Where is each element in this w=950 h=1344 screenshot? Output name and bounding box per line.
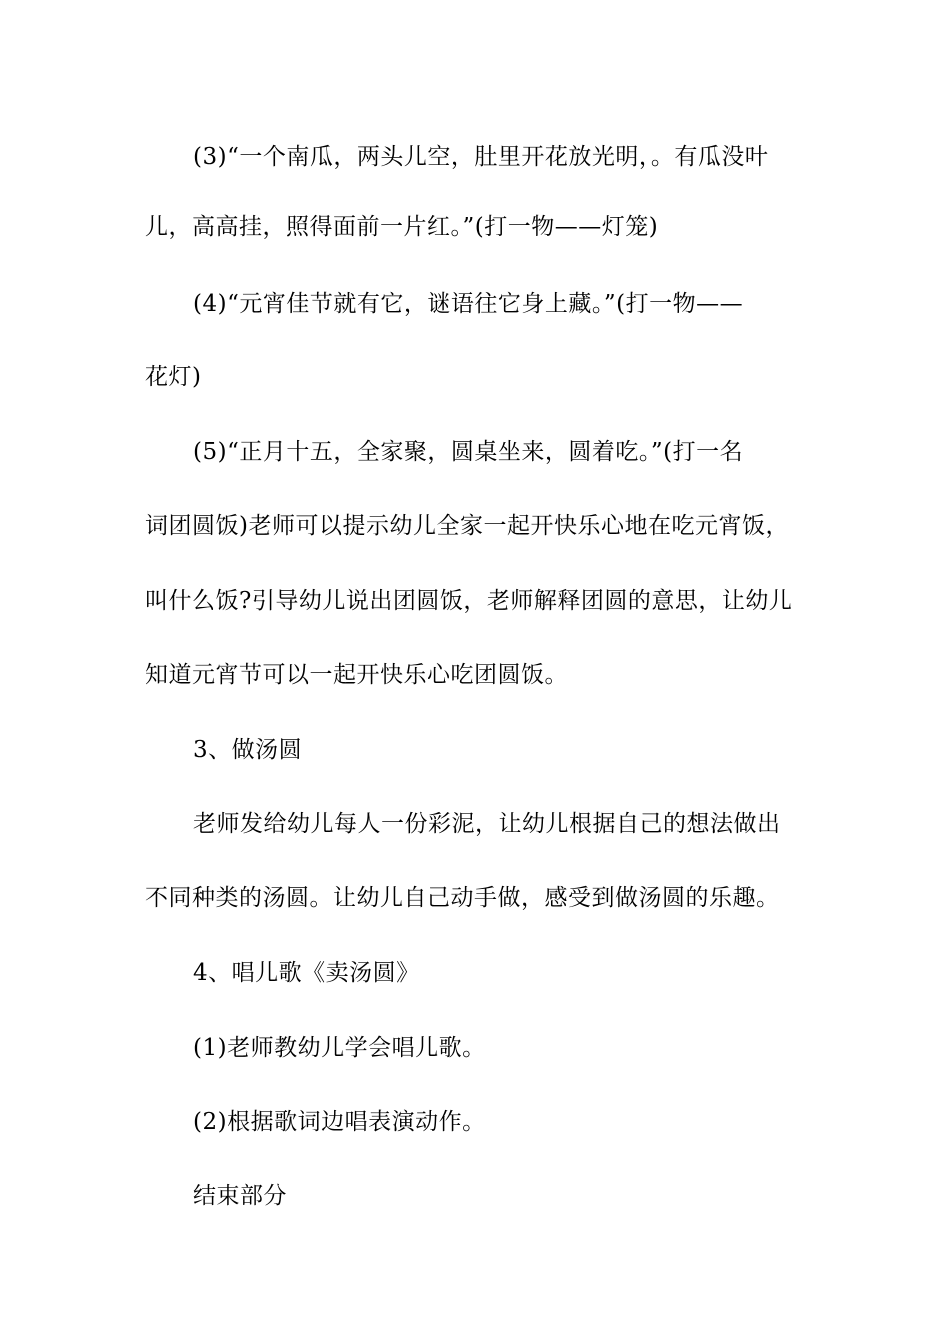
text-line: 老师发给幼儿每人一份彩泥，让幼儿根据自己的想法做出 xyxy=(193,811,781,837)
text-line: 叫什么饭?引导幼儿说出团圆饭，老师解释团圆的意思，让幼儿 xyxy=(145,588,793,614)
text-line: 儿，高高挂，照得面前一片红。”(打一物——灯笼) xyxy=(145,214,659,240)
text-line: (2)根据歌词边唱表演动作。 xyxy=(193,1109,486,1135)
text-line: 花灯) xyxy=(145,364,202,390)
text-line: 知道元宵节可以一起开快乐心吃团圆饭。 xyxy=(145,662,568,688)
text-line: (1)老师教幼儿学会唱儿歌。 xyxy=(193,1035,486,1061)
text-line: (3)“一个南瓜，两头儿空，肚里开花放光明，。有瓜没叶 xyxy=(193,144,769,170)
text-line: 词团圆饭)老师可以提示幼儿全家一起开快乐心地在吃元宵饭， xyxy=(145,513,789,539)
section-heading: 4、唱儿歌《卖汤圆》 xyxy=(193,960,420,986)
section-heading: 3、做汤圆 xyxy=(193,737,303,763)
text-line: 不同种类的汤圆。让幼儿自己动手做，感受到做汤圆的乐趣。 xyxy=(145,885,780,911)
text-line: (5)“正月十五，全家聚，圆桌坐来，圆着吃。”(打一名 xyxy=(193,439,744,465)
section-heading: 结束部分 xyxy=(193,1183,287,1209)
text-line: (4)“元宵佳节就有它，谜语往它身上藏。”(打一物—— xyxy=(193,291,744,317)
